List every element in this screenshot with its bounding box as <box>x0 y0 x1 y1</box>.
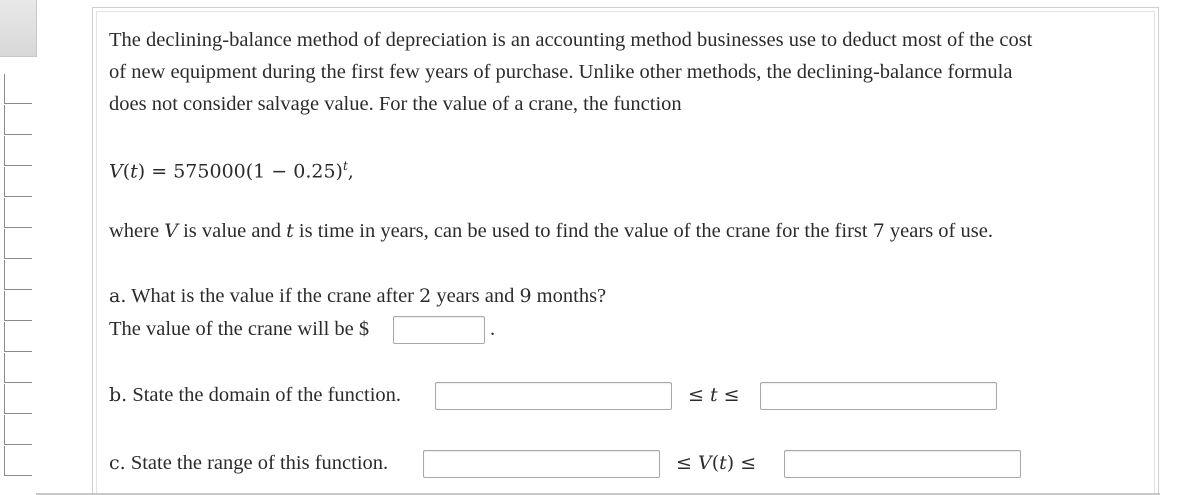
part-c-text: State the range of this function. <box>125 452 389 474</box>
rail-item[interactable] <box>4 105 32 135</box>
range-upper-input[interactable] <box>784 450 1021 478</box>
range-function-arg: t <box>719 452 727 474</box>
rail-item[interactable] <box>4 446 32 476</box>
rail-item[interactable] <box>4 229 32 259</box>
rail-header[interactable] <box>0 0 37 57</box>
desc-var-v: V <box>164 220 178 242</box>
rail-item[interactable] <box>4 353 32 383</box>
part-b-question <box>109 380 401 410</box>
part-a-text: years and <box>431 285 520 307</box>
part-b-label: b. <box>109 384 128 406</box>
domain-variable: t <box>709 384 718 406</box>
range-lower-input[interactable] <box>423 450 660 478</box>
desc-var-t: t <box>286 220 294 242</box>
part-a-answer-prefix: The value of the crane will be $ <box>109 318 370 340</box>
part-c-question <box>109 448 388 478</box>
desc-years: 7 <box>872 220 885 242</box>
depreciation-formula: $V(t) = 575000(1 - 0.25)^t$, <box>109 159 354 183</box>
formula-function-name: V <box>109 160 123 183</box>
range-inequality: ≤ V(t) ≤ <box>676 452 757 474</box>
part-a-months: 9 <box>519 285 532 307</box>
formula-exponent: t <box>342 159 348 173</box>
le-symbol: ≤ <box>676 452 692 474</box>
part-a-question <box>109 281 606 311</box>
part-c-label: c. <box>109 452 126 474</box>
domain-inequality <box>688 380 740 410</box>
part-a-years: 2 <box>419 285 432 307</box>
domain-upper-input[interactable] <box>760 382 997 410</box>
crane-value-input[interactable] <box>393 316 485 344</box>
le-symbol: ≤ <box>723 384 740 406</box>
le-symbol: ≤ <box>688 384 704 406</box>
domain-lower-input[interactable] <box>435 382 672 410</box>
part-a-answer-suffix: . <box>490 318 496 340</box>
desc-text: where <box>109 220 165 242</box>
rail-item[interactable] <box>4 136 32 166</box>
range-function-name: V <box>697 452 712 474</box>
intro-line-2: of new equipment during the first few years of purchase. Unlike other methods, the declining-balance formula <box>109 61 1013 83</box>
rail-item[interactable] <box>4 167 32 197</box>
rail-item[interactable] <box>4 74 32 104</box>
variable-description <box>109 216 993 246</box>
rail-item[interactable] <box>4 260 32 290</box>
part-a-label: a. <box>109 285 127 307</box>
rail-item[interactable] <box>4 384 32 414</box>
intro-line-1: The declining-balance method of depreciation is an accounting method businesses use to deduct most of the cost <box>109 29 1033 51</box>
le-symbol: ≤ <box>740 452 757 474</box>
formula-argument: t <box>130 160 138 183</box>
rail-item[interactable] <box>4 322 32 352</box>
rail-item[interactable] <box>4 415 32 445</box>
left-navigation-rail <box>0 0 36 495</box>
desc-text: is time in years, can be used to find the value of the crane for the first <box>293 220 873 242</box>
part-a-text: months? <box>531 285 607 307</box>
desc-text: is value and <box>177 220 287 242</box>
rail-item[interactable] <box>4 198 32 228</box>
desc-text: years of use. <box>884 220 993 242</box>
part-b-text: State the domain of the function. <box>127 384 402 406</box>
part-a-text: What is the value if the crane after <box>126 285 420 307</box>
formula-body: = 575000(1 − 0.25) <box>151 160 343 183</box>
formula-trailing-comma: , <box>347 160 354 183</box>
intro-line-3: does not consider salvage value. For the value of a crane, the function <box>109 93 682 115</box>
rail-item[interactable] <box>4 291 32 321</box>
